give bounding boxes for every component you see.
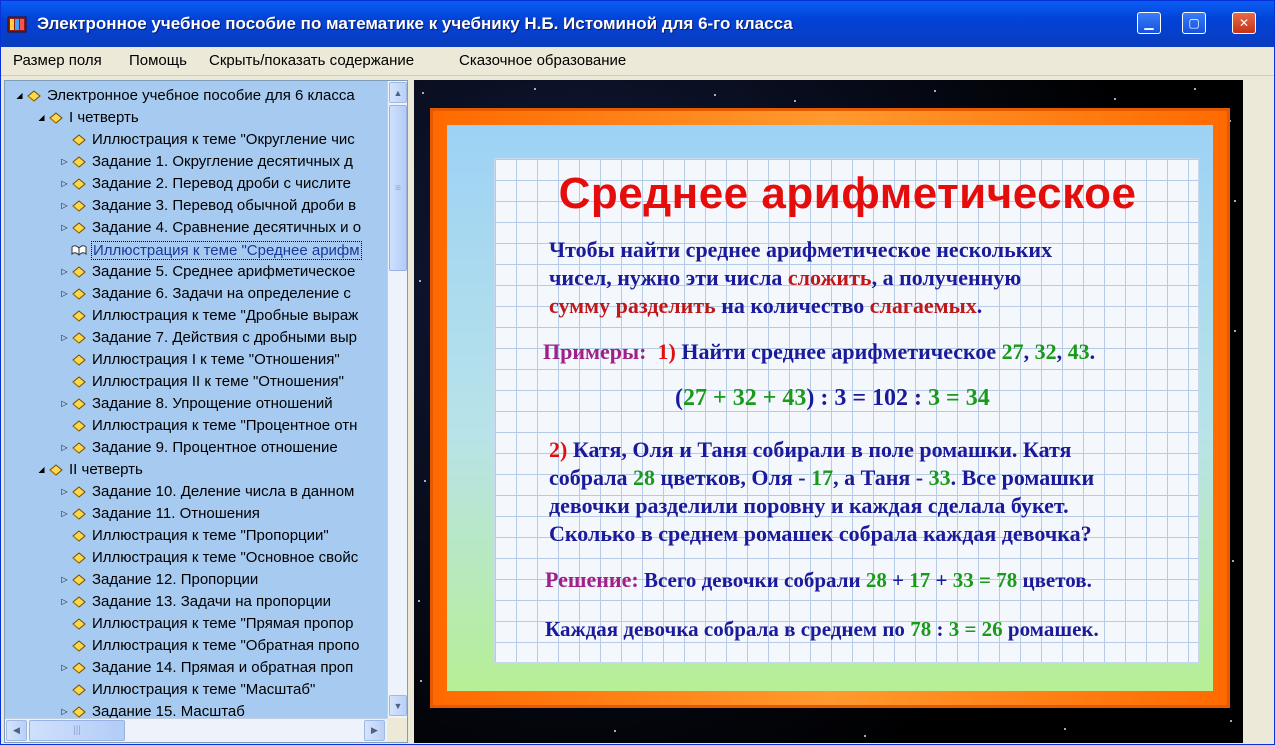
book-icon (71, 133, 87, 147)
tree-item-label: Задание 1. Округление десятичных д (92, 153, 353, 170)
expand-icon[interactable]: ▷ (61, 597, 68, 606)
tree-item[interactable] (5, 635, 387, 657)
tree-item-label: Задание 2. Перевод дроби с числите (92, 175, 351, 192)
book-icon (71, 199, 87, 213)
book-icon (71, 705, 87, 718)
expand-icon[interactable]: ▷ (61, 179, 68, 188)
expand-icon[interactable]: ▷ (61, 707, 68, 716)
vertical-scroll-thumb[interactable] (389, 105, 407, 271)
rule-line-2: чисел, нужно эти числа сложить, а полученную (549, 265, 1022, 290)
star (420, 680, 422, 682)
minimize-icon: ▁ (1144, 16, 1154, 30)
problem-line-2: собрала 28 цветков, Оля - 17, а Таня - 33. Все ромашки (549, 465, 1095, 490)
book-icon (71, 331, 87, 345)
tree-item-label: Задание 5. Среднее арифметическое (92, 263, 356, 280)
star (1232, 560, 1234, 562)
right-margin (1243, 80, 1274, 743)
scroll-up-button[interactable] (389, 82, 407, 103)
expand-icon[interactable]: ▷ (61, 157, 68, 166)
tree-item-label: Электронное учебное пособие для 6 класса (47, 87, 355, 104)
slide-viewer (414, 80, 1243, 743)
book-icon (71, 375, 87, 389)
menu-help[interactable]: Помощь (129, 52, 187, 69)
tree-item[interactable] (5, 217, 387, 239)
horizontal-scroll-thumb[interactable] (29, 720, 125, 741)
tree-item[interactable] (5, 525, 387, 547)
scroll-left-button[interactable] (6, 720, 27, 741)
arrow-right-icon: ▶ (371, 725, 378, 735)
contents-tree (5, 81, 387, 718)
title-bar[interactable] (1, 1, 1274, 47)
tree-item-label: Задание 15. Масштаб (92, 703, 245, 718)
star (794, 100, 796, 102)
tree-item-label: Иллюстрация к теме "Дробные выраж (92, 307, 359, 324)
tree-item[interactable] (5, 613, 387, 635)
tree-item[interactable] (5, 547, 387, 569)
book-icon (71, 441, 87, 455)
problem-line-4: Сколько в среднем ромашек собрала каждая девочка? (549, 521, 1092, 546)
book-icon (26, 89, 42, 103)
expand-icon[interactable]: ▷ (61, 509, 68, 518)
grid-board (494, 158, 1199, 663)
tree-item[interactable] (5, 349, 387, 371)
collapse-icon[interactable]: ◢ (16, 91, 23, 100)
tree-item[interactable] (5, 657, 387, 679)
star (714, 94, 716, 96)
star (1064, 728, 1066, 730)
example-formula: (27 + 32 + 43) : 3 = 102 : 3 = 34 (675, 385, 990, 411)
window-title: Электронное учебное пособие по математике к учебнику Н.Б. Истоминой для 6-го класса (37, 14, 793, 33)
book-icon (71, 155, 87, 169)
tree-item-label: Иллюстрация к теме "Процентное отн (92, 417, 358, 434)
vertical-scrollbar[interactable] (387, 81, 408, 718)
menu-bar (1, 47, 1274, 76)
star (934, 90, 936, 92)
tree-item-label: II четверть (69, 461, 143, 478)
tree-item[interactable] (5, 701, 387, 718)
tree-item[interactable] (5, 239, 387, 261)
tree-item-label: Задание 13. Задачи на пропорции (92, 593, 331, 610)
tree-item-label: Задание 3. Перевод обычной дроби в (92, 197, 357, 214)
expand-icon[interactable]: ▷ (61, 289, 68, 298)
tree-item[interactable] (5, 195, 387, 217)
tree-item[interactable] (5, 393, 387, 415)
tree-item-label: Иллюстрация II к теме "Отношения" (92, 373, 344, 390)
tree-item[interactable] (5, 327, 387, 349)
book-icon (71, 287, 87, 301)
tree-item-label: Задание 8. Упрощение отношений (92, 395, 333, 412)
tree-item[interactable] (5, 85, 387, 107)
star (419, 280, 421, 282)
tree-item[interactable] (5, 283, 387, 305)
arrow-down-icon: ▼ (393, 700, 403, 711)
expand-icon[interactable]: ▷ (61, 201, 68, 210)
book-icon (71, 485, 87, 499)
tree-item[interactable] (5, 371, 387, 393)
arrow-left-icon: ◀ (13, 725, 20, 735)
examples-line: Примеры: 1) Найти среднее арифметическое 27, 32, 43. (543, 339, 1096, 364)
book-icon (71, 177, 87, 191)
star (1194, 88, 1196, 90)
expand-icon[interactable]: ▷ (61, 663, 68, 672)
solution-line: Решение: Всего девочки собрали 28 + 17 + 33 = 78 цветов. (545, 567, 1092, 592)
expand-icon[interactable]: ▷ (61, 399, 68, 408)
answer-line: Каждая девочка собрала в среднем по 78 : 3 = 26 ромашек. (545, 617, 1099, 641)
scroll-corner (387, 718, 408, 742)
tree-item-label: Задание 11. Отношения (92, 505, 260, 522)
book-icon (71, 507, 87, 521)
grip-icon: ||| (73, 725, 81, 736)
star (1230, 720, 1232, 722)
slide-title: Среднее арифметическое (558, 169, 1137, 218)
book-icon (71, 595, 87, 609)
tree-item-label: I четверть (69, 109, 139, 126)
app-icon[interactable] (7, 14, 27, 34)
star (864, 735, 866, 737)
star (422, 92, 424, 94)
close-button[interactable] (1232, 12, 1256, 34)
expand-icon[interactable]: ▷ (61, 487, 68, 496)
tree-item[interactable] (5, 261, 387, 283)
book-icon (48, 463, 64, 477)
expand-icon[interactable]: ▷ (61, 333, 68, 342)
expand-icon[interactable]: ▷ (61, 223, 68, 232)
menu-toggle-contents[interactable]: Скрыть/показать содержание (209, 52, 415, 69)
star (418, 600, 420, 602)
book-icon (71, 661, 87, 675)
tree-item[interactable] (5, 437, 387, 459)
maximize-icon: ▢ (1188, 16, 1200, 30)
tree-item-label: Иллюстрация к теме "Среднее арифм (93, 242, 360, 259)
tree-item[interactable] (5, 679, 387, 701)
book-icon (48, 111, 64, 125)
tree-item-label: Иллюстрация к теме "Прямая пропор (92, 615, 354, 632)
star (1114, 98, 1116, 100)
problem-line-1: 2) Катя, Оля и Таня собирали в поле ромашки. Катя (549, 437, 1072, 462)
tree-item-label: Иллюстрация I к теме "Отношения" (92, 351, 340, 368)
book-icon (71, 419, 87, 433)
tree-item-label: Задание 14. Прямая и обратная проп (92, 659, 354, 676)
grip-icon: ≡ (395, 182, 401, 194)
slide-gradient-panel (447, 125, 1213, 691)
star (1234, 330, 1236, 332)
maximize-button[interactable] (1182, 12, 1206, 34)
tree-item[interactable] (5, 305, 387, 327)
book-icon (71, 551, 87, 565)
rule-line-1: Чтобы найти среднее арифметическое нескольких (549, 237, 1053, 262)
problem-line-3: девочки разделили поровну и каждая сделала букет. (549, 493, 1069, 518)
tree-item[interactable] (5, 459, 387, 481)
expand-icon[interactable]: ▷ (61, 267, 68, 276)
star (1234, 200, 1236, 202)
minimize-button[interactable] (1137, 12, 1161, 34)
tree-item[interactable] (5, 129, 387, 151)
collapse-icon[interactable]: ◢ (38, 465, 45, 474)
book-icon (71, 529, 87, 543)
tree-item-label: Иллюстрация к теме "Обратная пропо (92, 637, 360, 654)
tree-item[interactable] (5, 591, 387, 613)
tree-item[interactable] (5, 151, 387, 173)
book-icon (71, 353, 87, 367)
tree-item[interactable] (5, 481, 387, 503)
book-icon (71, 221, 87, 235)
tree-item-label: Иллюстрация к теме "Округление чис (92, 131, 355, 148)
slide-orange-frame (430, 108, 1230, 708)
book-icon (71, 265, 87, 279)
menu-field-size[interactable]: Размер поля (13, 52, 102, 69)
expand-icon[interactable]: ▷ (61, 443, 68, 452)
tree-item-label: Иллюстрация к теме "Основное свойс (92, 549, 359, 566)
tree-item-label: Иллюстрация к теме "Масштаб" (92, 681, 316, 698)
open-book-icon (71, 243, 87, 257)
rule-line-3: сумму разделить на количество слагаемых. (549, 293, 983, 318)
scroll-down-button[interactable] (389, 695, 407, 716)
tree-item[interactable] (5, 503, 387, 525)
tree-item-label: Иллюстрация к теме "Пропорции" (92, 527, 329, 544)
book-icon (71, 573, 87, 587)
tree-item[interactable] (5, 173, 387, 195)
book-icon (71, 683, 87, 697)
star (424, 480, 426, 482)
tree-item-label: Задание 10. Деление числа в данном (92, 483, 355, 500)
tree-item[interactable] (5, 569, 387, 591)
scroll-right-button[interactable] (364, 720, 385, 741)
book-icon (71, 309, 87, 323)
tree-item-label: Задание 4. Сравнение десятичных и о (92, 219, 362, 236)
expand-icon[interactable]: ▷ (61, 575, 68, 584)
tree-item-label: Задание 6. Задачи на определение с (92, 285, 351, 302)
solution-label: Решение: (545, 567, 639, 592)
tree-item[interactable] (5, 107, 387, 129)
tree-item-label: Задание 12. Пропорции (92, 571, 259, 588)
examples-label: Примеры: (543, 339, 647, 364)
close-icon: ✕ (1238, 16, 1250, 30)
tree-item-label: Задание 7. Действия с дробными выр (92, 329, 357, 346)
arrow-up-icon: ▲ (393, 87, 403, 98)
book-icon (71, 397, 87, 411)
menu-fairy-education[interactable]: Сказочное образование (459, 52, 627, 69)
star (614, 730, 616, 732)
book-icon (71, 617, 87, 631)
star (534, 88, 536, 90)
book-icon (71, 639, 87, 653)
contents-tree-panel (4, 80, 408, 743)
horizontal-scrollbar[interactable] (5, 718, 387, 742)
collapse-icon[interactable]: ◢ (38, 113, 45, 122)
tree-item-label: Задание 9. Процентное отношение (92, 439, 338, 456)
tree-item[interactable] (5, 415, 387, 437)
